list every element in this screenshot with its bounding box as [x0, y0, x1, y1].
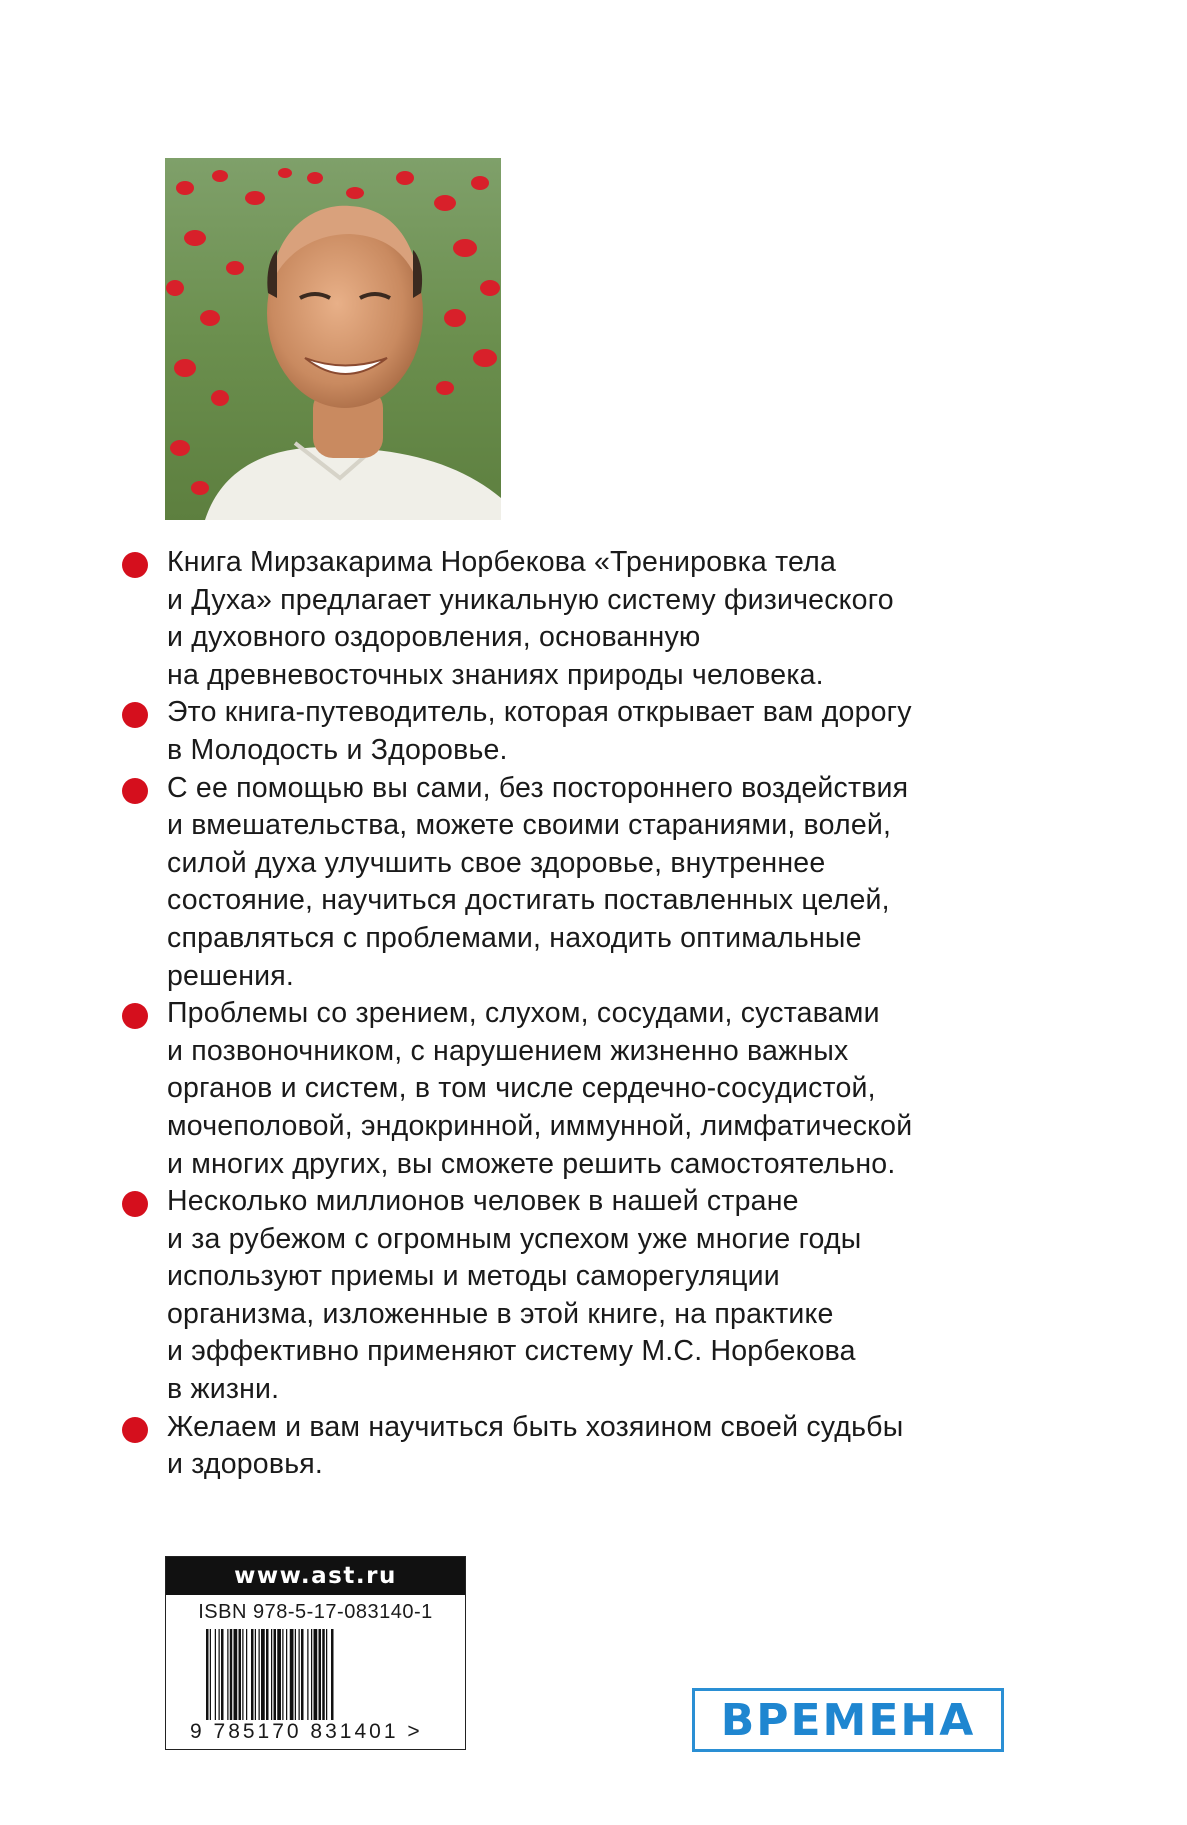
barcode-bar — [251, 1629, 254, 1721]
text-line: решения. — [167, 959, 295, 992]
bullet-dot-icon — [122, 702, 148, 728]
text-line: и многих других, вы сможете решить самостоятельно. — [167, 1147, 896, 1180]
list-item — [120, 1183, 1050, 1409]
barcode-bar — [322, 1629, 325, 1721]
list-item — [120, 1409, 1050, 1484]
barcode-bar — [319, 1629, 322, 1721]
list-item — [120, 544, 1050, 694]
barcode-bar — [246, 1629, 247, 1721]
text-line: Это книга-путеводитель, которая открывает вам дорогу — [167, 696, 912, 729]
text-line: С ее помощью вы сами, без постороннего воздействия — [167, 771, 909, 804]
text-line: и здоровья. — [167, 1448, 323, 1481]
list-item — [120, 995, 1050, 1183]
list-item — [120, 694, 1050, 769]
barcode-bar — [215, 1629, 216, 1721]
website-label: www.ast.ru — [166, 1557, 465, 1595]
author-photo — [165, 158, 501, 520]
text-line: состояние, научиться достигать поставленных целей, — [167, 884, 890, 917]
barcode-bar — [259, 1629, 260, 1721]
text-line: и за рубежом с огромным успехом уже многие годы — [167, 1222, 862, 1255]
text-line: Книга Мирзакарима Норбекова «Тренировка тела — [167, 546, 836, 578]
barcode-bar — [234, 1629, 238, 1721]
barcode-bar — [311, 1629, 312, 1721]
text-line: силой духа улучшить свое здоровье, внутреннее — [167, 846, 826, 879]
barcode-block — [165, 1556, 466, 1750]
barcode-bar — [295, 1629, 296, 1721]
text-line: используют приемы и методы саморегуляции — [167, 1260, 780, 1293]
bullet-dot-icon — [122, 1003, 148, 1029]
barcode-bar — [274, 1629, 277, 1721]
barcode-bar — [271, 1629, 272, 1721]
text-line: и вмешательства, можете своими стараниями, волей, — [167, 809, 892, 842]
barcode-bar — [299, 1629, 300, 1721]
text-line: организма, изложенные в этой книге, на практике — [167, 1297, 834, 1330]
text-line: Желаем и вам научиться быть хозяином своей судьбы — [167, 1410, 904, 1443]
barcode-bars — [206, 1629, 421, 1721]
text-line: мочеполовой, эндокринной, иммунной, лимфатической — [167, 1109, 913, 1142]
barcode-bar — [206, 1629, 209, 1721]
barcode-bar — [282, 1629, 283, 1721]
barcode-bar — [230, 1629, 233, 1721]
barcode-bar — [242, 1629, 243, 1721]
text-line: органов и систем, в том числе сердечно-сосудистой, — [167, 1072, 876, 1105]
text-line: в жизни. — [167, 1373, 280, 1406]
description-list — [120, 544, 1050, 1484]
barcode-bar — [286, 1629, 287, 1721]
barcode-bar — [255, 1629, 256, 1721]
barcode-bar — [221, 1629, 224, 1721]
text-line: Несколько миллионов человек в нашей стране — [167, 1185, 799, 1218]
list-item — [120, 770, 1050, 996]
barcode-bar — [266, 1629, 269, 1721]
text-line: справляться с проблемами, находить оптимальные — [167, 921, 862, 954]
barcode-bar — [301, 1629, 304, 1721]
text-line: и духовного оздоровления, основанную — [167, 621, 701, 654]
text-line: на древневосточных знаниях природы человека. — [167, 658, 824, 691]
text-line: и эффективно применяют систему М.С. Норбекова — [167, 1335, 856, 1368]
barcode-bar — [277, 1629, 281, 1721]
barcode-bar — [331, 1629, 334, 1721]
barcode-bar — [314, 1629, 318, 1721]
barcode-bar — [261, 1629, 265, 1721]
barcode-bar — [210, 1629, 211, 1721]
bullet-dot-icon — [122, 1191, 148, 1217]
barcode-bar — [326, 1629, 327, 1721]
publisher-logo-text: ВРЕМЕНА — [720, 1694, 976, 1746]
publisher-logo — [692, 1688, 1004, 1752]
barcode-bar — [239, 1629, 242, 1721]
barcode-digits: 9 785170 831401 > — [190, 1720, 423, 1743]
text-line: Проблемы со зрением, слухом, сосудами, суставами — [167, 997, 880, 1030]
isbn-label: ISBN 978-5-17-083140-1 — [198, 1601, 433, 1623]
text-line: и Духа» предлагает уникальную систему физического — [167, 583, 894, 616]
bullet-dot-icon — [122, 778, 148, 804]
text-line: и позвоночником, с нарушением жизненно важных — [167, 1034, 849, 1067]
bullet-dot-icon — [122, 1417, 148, 1443]
barcode-bar — [307, 1629, 308, 1721]
barcode-bar — [227, 1629, 228, 1721]
bullet-dot-icon — [122, 552, 148, 578]
text-line: в Молодость и Здоровье. — [167, 733, 508, 766]
barcode-bar — [219, 1629, 220, 1721]
barcode-bar — [290, 1629, 294, 1721]
